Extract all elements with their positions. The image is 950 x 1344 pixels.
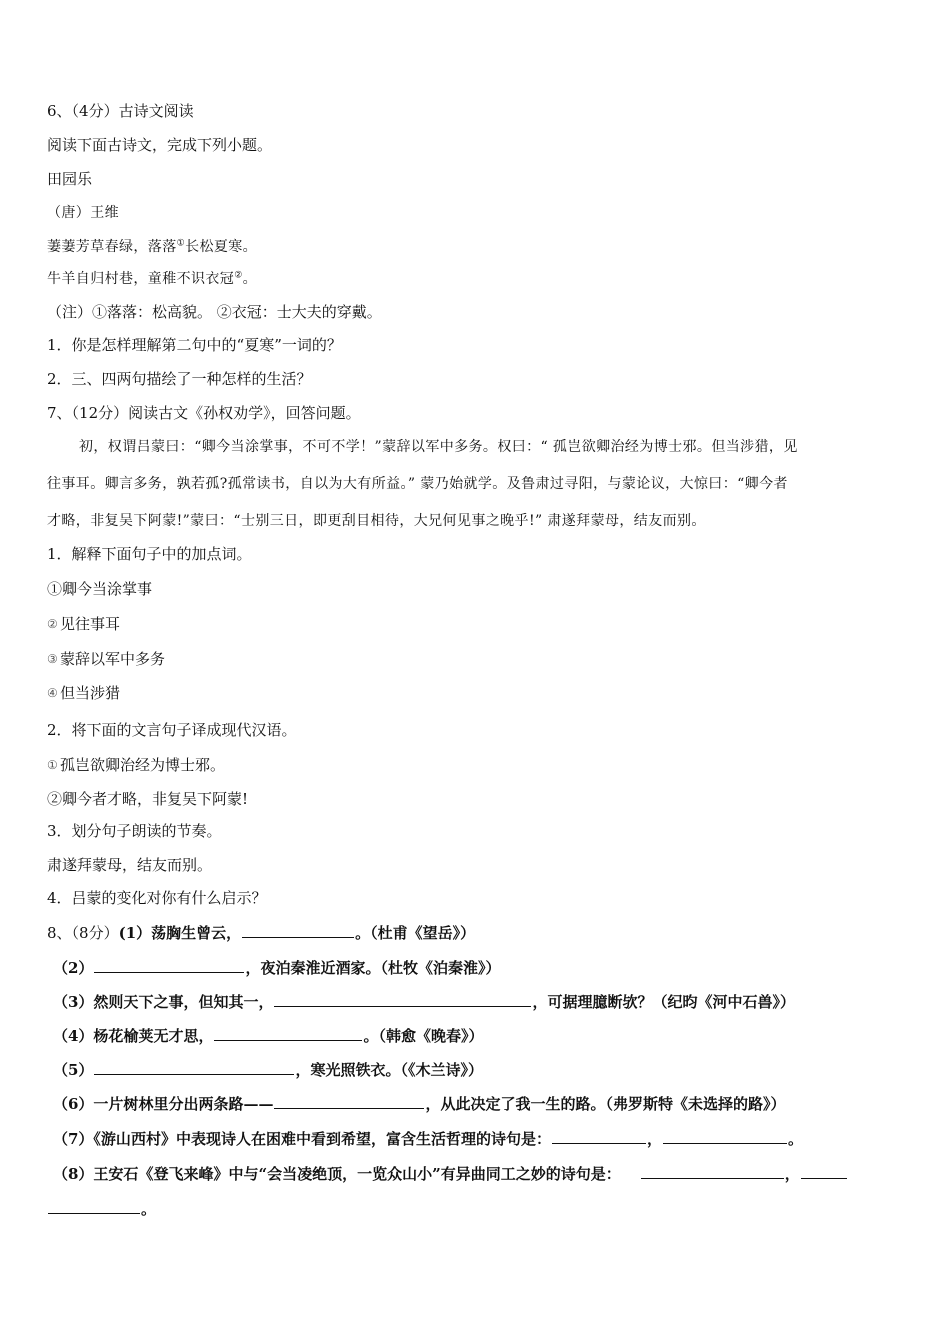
q7-sub-1-item-3-text: 蒙辞以军中多务 xyxy=(60,650,166,668)
poem-line-1 xyxy=(47,237,257,257)
q7-sub-4: 4．吕蒙的变化对你有什么启示？ xyxy=(47,889,267,907)
poem-author: （唐）王维 xyxy=(47,205,119,221)
q8-item-4 xyxy=(53,1025,483,1046)
poem-line-2-part-b: 。 xyxy=(242,271,258,287)
q7-sub-3-item-1: 肃遂拜蒙母，结友而别。 xyxy=(47,856,213,874)
circled-number-1: ① xyxy=(47,758,58,772)
answer-blank[interactable] xyxy=(663,1128,787,1144)
answer-blank[interactable] xyxy=(242,922,354,938)
q8-item-5-number: （5） xyxy=(53,1061,94,1079)
q8-item-2-number: （2） xyxy=(53,959,94,977)
answer-blank[interactable] xyxy=(801,1163,847,1179)
note-mark-2: ② xyxy=(234,270,243,281)
q8-item-5 xyxy=(53,1059,483,1080)
passage-line-3: 才略，非复吴下阿蒙!”蒙曰：“士别三日，即更刮目相待，大兄何见事之晚乎!” 肃遂拜蒙母，结友而别。 xyxy=(47,513,706,529)
q8-item-6-source: ，从此决定了我一生的路。（弗罗斯特《未选择的路》） xyxy=(425,1095,786,1113)
poem-notes: （注）①落落：松高貌。 ②衣冠：士大夫的穿戴。 xyxy=(47,303,382,321)
comma: ， xyxy=(646,1130,662,1148)
passage-line-2: 往事耳。卿言多务，孰若孤?孤常读书，自以为大有所益。” 蒙乃始就学。及鲁肃过寻阳，与蒙论议，大惊曰：“卿今者 xyxy=(47,476,788,492)
q7-sub-1-item-4 xyxy=(47,683,120,703)
q8-item-3-source: ，可据理臆断欤？（纪昀《河中石兽》） xyxy=(532,993,795,1011)
q7-sub-1-item-2 xyxy=(47,614,120,634)
q8-item-6-prompt: （6）一片树林里分出两条路—— xyxy=(53,1095,274,1113)
q7-sub-2-item-2: ②卿今者才略，非复吴下阿蒙! xyxy=(47,790,249,808)
q8-item-8-prompt: （8）王安石《登飞来峰》中与“会当凌绝顶，一览众山小”有异曲同工之妙的诗句是： xyxy=(53,1165,621,1183)
q8-item-1 xyxy=(47,922,475,943)
note-mark-1: ① xyxy=(176,238,186,249)
poem-line-2-part-a: 牛羊自归村巷，童稚不识衣冠 xyxy=(47,271,235,287)
answer-blank[interactable] xyxy=(214,1025,362,1041)
q7-sub-1-item-1: ①卿今当涂掌事 xyxy=(47,580,153,598)
poem-title: 田园乐 xyxy=(47,170,93,188)
q7-sub-1-item-3 xyxy=(47,649,165,669)
q6-sub-2: 2．三、四两句描绘了一种怎样的生活？ xyxy=(47,370,312,388)
answer-blank[interactable] xyxy=(274,991,531,1007)
q7-sub-3: 3．划分句子朗读的节奏。 xyxy=(47,822,222,840)
q6-instruction: 阅读下面古诗文，完成下列小题。 xyxy=(47,136,273,154)
q8-item-6 xyxy=(53,1093,785,1114)
q7-sub-2: 2．将下面的文言句子译成现代汉语。 xyxy=(47,721,297,739)
period: 。 xyxy=(141,1200,157,1218)
q8-item-5-source: ，寒光照铁衣。（《木兰诗》） xyxy=(295,1061,483,1079)
q7-sub-2-item-1-text: 孤岂欲卿治经为博士邪。 xyxy=(60,756,226,774)
q8-item-7 xyxy=(53,1128,803,1149)
q8-item-1-prompt: (1）荡胸生曾云， xyxy=(118,924,242,942)
answer-blank[interactable] xyxy=(274,1093,424,1109)
answer-blank[interactable] xyxy=(94,957,244,973)
circled-number-3: ③ xyxy=(47,652,58,666)
q7-sub-2-item-1 xyxy=(47,755,225,775)
q8-item-7-prompt: （7）《游山西村》中表现诗人在困难中看到希望，富含生活哲理的诗句是： xyxy=(53,1130,551,1148)
poem-line-2 xyxy=(47,269,257,289)
q7-sub-1-item-4-text: 但当涉猎 xyxy=(60,684,121,702)
q8-item-1-source: 。（杜甫《望岳》） xyxy=(355,924,476,942)
answer-blank[interactable] xyxy=(48,1198,140,1214)
q8-item-3-prompt: （3）然则天下之事，但知其一， xyxy=(53,993,274,1011)
q8-item-3 xyxy=(53,991,795,1012)
circled-number-2: ② xyxy=(47,617,58,631)
q8-item-8 xyxy=(53,1163,848,1184)
period: 。 xyxy=(787,1130,803,1148)
poem-line-1-part-a: 萋萋芳草春绿，落落 xyxy=(47,239,177,255)
q7-heading: 7、（12分）阅读古文《孙权劝学》，回答问题。 xyxy=(47,404,361,422)
q7-sub-1: 1．解释下面句子中的加点词。 xyxy=(47,545,252,563)
passage-line-1: 初，权谓吕蒙曰：“卿今当涂掌事，不可不学！”蒙辞以军中多务。权曰：“ 孤岂欲卿治经为博士邪。但当涉猎，见 xyxy=(79,439,798,455)
q8-item-4-prompt: （4）杨花榆荚无才思， xyxy=(53,1027,214,1045)
comma: ， xyxy=(784,1165,800,1183)
poem-line-1-part-b: 长松夏寒。 xyxy=(185,239,258,255)
q8-item-8-continued xyxy=(47,1198,156,1219)
answer-blank[interactable] xyxy=(552,1128,646,1144)
q6-heading: 6、（4分）古诗文阅读 xyxy=(47,102,194,120)
q8-item-2 xyxy=(53,957,500,978)
q7-sub-1-item-2-text: 见往事耳 xyxy=(60,615,121,633)
q8-heading: 8、（8分） xyxy=(47,924,119,942)
answer-blank[interactable] xyxy=(641,1163,784,1179)
answer-blank[interactable] xyxy=(94,1059,294,1075)
q6-sub-1: 1．你是怎样理解第二句中的“夏寒”一词的？ xyxy=(47,336,342,354)
circled-number-4: ④ xyxy=(47,686,58,700)
q8-item-2-source: ，夜泊秦淮近酒家。（杜牧《泊秦淮》） xyxy=(245,959,501,977)
q8-item-4-source: 。（韩愈《晚春》） xyxy=(363,1027,484,1045)
